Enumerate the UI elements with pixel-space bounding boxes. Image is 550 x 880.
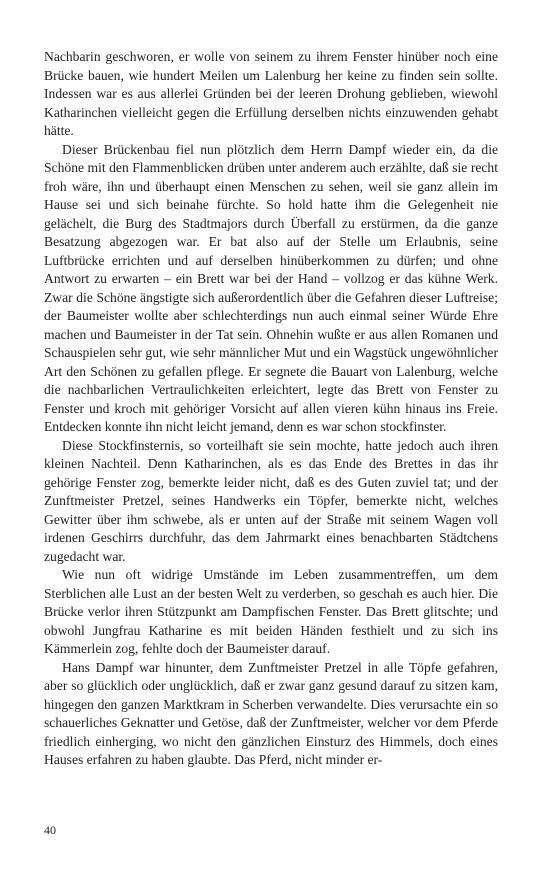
paragraph: Hans Dampf war hinunter, dem Zunftmeister Pretzel in alle Töpfe gefahren, aber so glücklich oder unglücklich, daß er zwar ganz gesund darauf zu sitzen kam, hingegen den ganzen Marktkram in Scherben verwandelte. Dies verursachte ein so schauerliches Geknatter und Getöse, daß der Zunftmeister, welcher vor dem Pferde friedlich einherging, wo nicht den gänzlichen Einsturz des Himmels, doch eines Hauses erfahren zu haben glaubte. Das Pferd, nicht minder er-: [44, 659, 498, 767]
page-body: [44, 48, 498, 770]
paragraph: Wie nun oft widrige Umstände im Leben zusammentreffen, um dem Sterblichen alle Lust an der besten Welt zu verderben, so geschah es auch hier. Die Brücke verlor ihren Stützpunkt am Dampfischen Fenster. Das Brett glitschte; und obwohl Jungfrau Katharine es mit beiden Händen festhielt und zu sich ins Kämmerlein zog, fehlte doch der Baumeister darauf.: [44, 567, 498, 656]
paragraph: Diese Stockfinsternis, so vorteilhaft sie sein mochte, hatte jedoch auch ihren kleinen Nachteil. Denn Katharinchen, als es das Ende des Brettes in das ihr gehörige Fenster zog, bemerkte leider nicht, daß es des Guten zuviel tat; und der Zunftmeister Pretzel, seines Handwerks ein Töpfer, bemerkte nicht, welches Gewitter über ihm schwebe, als er unten auf der Straße mit seinem Wagen voll irdenen Geschirrs durchfuhr, das dem Jahrmarkt eines benachbarten Städtchens zugedacht war.: [44, 437, 498, 564]
paragraph: Nachbarin geschworen, er wolle von seinem zu ihrem Fenster hinüber noch eine Brücke bauen, wie hundert Meilen um Lalenburg her keine zu finden sein sollte. Indessen war es aus allerlei Gründen bei der leeren Drohung geblieben, wiewohl Katharinchen vielleicht gegen die Erfüllung derselben nichts einzuwenden gehabt hätte.: [44, 49, 498, 138]
page-number: 40: [44, 823, 56, 837]
paragraph: Dieser Brückenbau fiel nun plötzlich dem Herrn Dampf wieder ein, da die Schöne mit den Flammenblicken drüben unter anderem auch erzählte, daß sie recht froh wäre, ihn und überhaupt einen Menschen zu sehen, weil sie ganz allein im Hause sei und sich beinahe fürchte. So hold hatte ihm die Gelegenheit nie gelächelt, die Burg des Stadtmajors durch Überfall zu erstürmen, da die ganze Besatzung abgezogen war. Er bat also auf der Stelle um Erlaubnis, seine Luftbrücke errichten und auf derselben hinüberkommen zu dürfen; und ohne Antwort zu erwarten – ein Brett war bei der Hand – vollzog er das kühne Werk. Zwar die Schöne ängstigte sich außerordentlich über die Gefahren dieser Luftreise; der Baumeister wollte aber schlechterdings nun auch einmal seiner Würde Ehre machen und Baumeister in der Tat sein. Ohnehin wußte er aus allen Romanen und Schauspielen sehr gut, wie sehr männlicher Mut und ein Wagstück ungewöhnlicher Art den Schönen zu gefallen pflege. Er segnete die Bauart von Lalenburg, welche die nachbarlichen Vertraulichkeiten erleichtert, legte das Brett von Fenster zu Fenster und kroch mit gehöriger Vorsicht auf allen vieren kühn hinaus ins Freie. Entdecken konnte ihn nicht leicht jemand, denn es war schon stockfinster.: [44, 141, 498, 434]
